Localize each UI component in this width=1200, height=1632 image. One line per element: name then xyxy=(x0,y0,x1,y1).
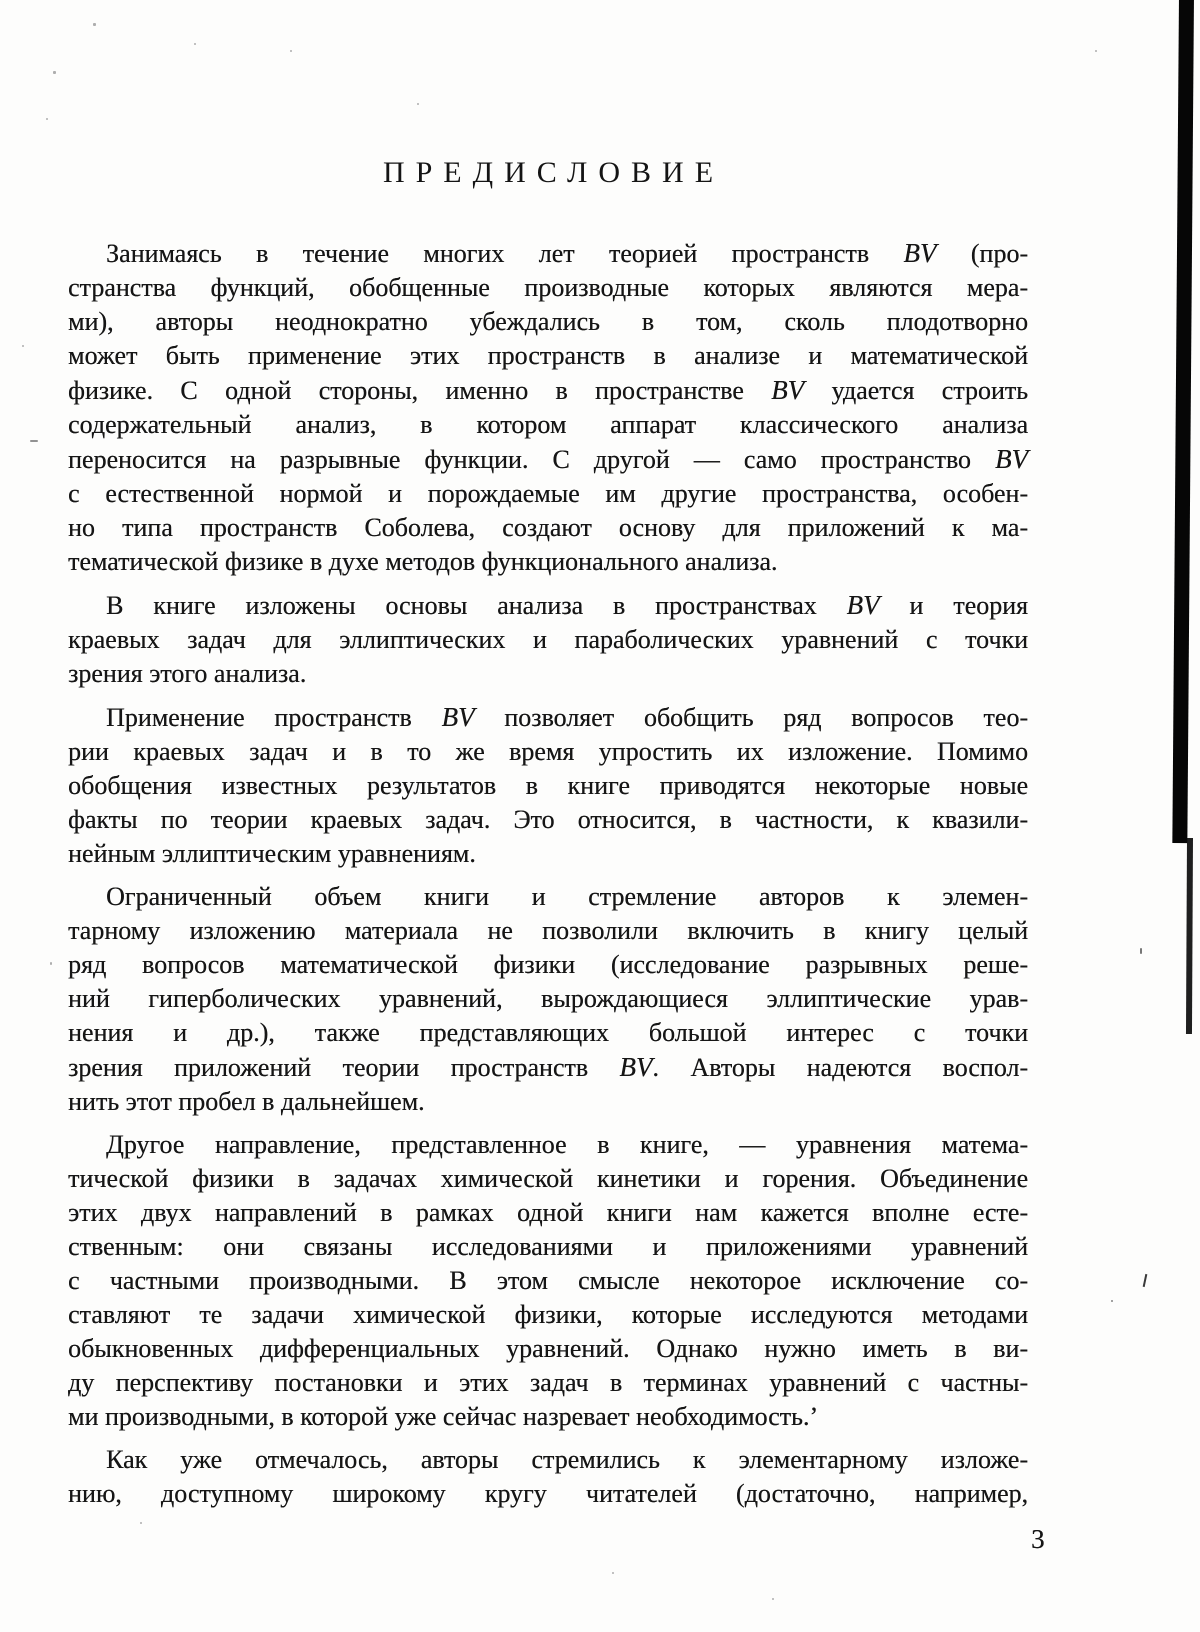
text-line xyxy=(68,442,1028,477)
text-segment: Занимаясь в течение многих лет теорией пространств xyxy=(106,239,904,268)
text-line xyxy=(68,1366,1028,1400)
text-segment: краевых задач для эллиптических и параболических уравнений с точки xyxy=(68,625,1028,654)
page-body xyxy=(68,236,1028,1511)
text-line xyxy=(68,700,1028,735)
scan-artifact-speck xyxy=(1095,50,1097,52)
italic-term: BV xyxy=(846,590,880,620)
scan-artifact-speck xyxy=(22,345,24,347)
scan-artifact-speck xyxy=(50,962,52,965)
text-line xyxy=(68,1016,1028,1050)
text-line xyxy=(68,1264,1028,1298)
text-line xyxy=(68,1332,1028,1366)
text-segment: факты по теории краевых задач. Это относится, в частности, к квазили- xyxy=(68,805,1028,834)
text-line xyxy=(68,305,1028,339)
text-segment: нения и др.), также представляющих большой интерес с точки xyxy=(68,1018,1028,1047)
text-line xyxy=(68,1128,1028,1162)
text-line xyxy=(68,982,1028,1016)
paragraph xyxy=(68,1443,1028,1511)
text-segment: тарному изложению материала не позволили включить в книгу целый xyxy=(68,916,1028,945)
text-line xyxy=(68,948,1028,982)
text-line xyxy=(68,769,1028,803)
text-line xyxy=(68,477,1028,511)
scan-artifact-speck xyxy=(53,71,56,74)
text-segment: Другое направление, представленное в книге, — уравнения матема- xyxy=(106,1130,1028,1159)
scan-artifact-speck xyxy=(46,118,48,120)
text-line xyxy=(68,588,1028,623)
text-segment: . Авторы надеются воспол- xyxy=(652,1053,1028,1082)
text-line xyxy=(68,837,1028,871)
text-line xyxy=(68,657,1028,691)
text-line xyxy=(68,1443,1028,1477)
text-segment: ду перспективу постановки и этих задач в терминах уравнений с частны- xyxy=(68,1368,1028,1397)
text-line xyxy=(68,511,1028,545)
text-line xyxy=(68,236,1028,271)
scan-artifact-speck xyxy=(1140,948,1142,954)
italic-term: BV xyxy=(903,238,937,268)
text-segment: ний гиперболических уравнений, вырождающиеся эллиптические урав- xyxy=(68,984,1028,1013)
scan-artifact-speck xyxy=(290,50,292,52)
text-line xyxy=(68,1196,1028,1230)
text-segment: зрения этого анализа. xyxy=(68,659,307,688)
scan-artifact-speck xyxy=(612,1572,614,1574)
italic-term: BV xyxy=(619,1052,653,1082)
text-segment: и теория xyxy=(879,591,1028,620)
text-segment: переносится на разрывные функции. С другой — само пространство xyxy=(68,445,995,474)
paragraph xyxy=(68,1128,1028,1434)
text-column xyxy=(68,156,1028,1511)
text-line xyxy=(68,1298,1028,1332)
text-line xyxy=(68,914,1028,948)
text-line xyxy=(68,408,1028,442)
text-segment: Как уже отмечалось, авторы стремились к элементарному изложе- xyxy=(106,1445,1028,1474)
text-segment: удается строить xyxy=(804,376,1029,405)
text-segment: физике. С одной стороны, именно в пространстве xyxy=(68,376,772,405)
text-line xyxy=(68,1477,1028,1511)
scan-artifact-speck xyxy=(194,43,196,45)
text-segment: этих двух направлений в рамках одной книги нам кажется вполне есте- xyxy=(68,1198,1028,1227)
text-segment: (про- xyxy=(936,239,1029,268)
text-line xyxy=(68,1050,1028,1085)
scan-artifact-speck xyxy=(417,103,419,105)
scan-artifact-edge-bar xyxy=(1172,0,1194,843)
text-segment: ряд вопросов математической физики (исследование разрывных реше- xyxy=(68,950,1028,979)
text-segment: ми производными, в которой уже сейчас назревает необходимость.’ xyxy=(68,1402,819,1431)
text-segment: зрения приложений теории пространств xyxy=(68,1053,620,1082)
text-segment: с естественной нормой и порождаемые им другие пространства, особен- xyxy=(68,479,1028,508)
text-segment: Применение пространств xyxy=(106,703,442,732)
scan-artifact-speck xyxy=(93,23,96,26)
text-segment: нейным эллиптическим уравнениям. xyxy=(68,839,476,868)
text-segment: тической физики в задачах химической кинетики и горения. Объединение xyxy=(68,1164,1028,1193)
italic-term: BV xyxy=(995,444,1028,474)
text-segment: Ограниченный объем книги и стремление авторов к элемен- xyxy=(106,882,1028,911)
paragraph xyxy=(68,588,1028,691)
text-line xyxy=(68,803,1028,837)
text-segment: рии краевых задач и в то же время упростить их изложение. Помимо xyxy=(68,737,1028,766)
paragraph xyxy=(68,880,1028,1119)
scan-artifact-speck xyxy=(30,440,38,442)
text-segment: странства функций, обобщенные производные которых являются мера- xyxy=(68,273,1028,302)
text-line xyxy=(68,1400,1028,1434)
text-segment: но типа пространств Соболева, создают основу для приложений к ма- xyxy=(68,513,1028,542)
text-segment: нию, доступному широкому кругу читателей (достаточно, например, xyxy=(68,1479,1028,1508)
text-segment: нить этот пробел в дальнейшем. xyxy=(68,1087,425,1116)
text-segment: позволяет обобщить ряд вопросов тео- xyxy=(474,703,1028,732)
text-segment: содержательный анализ, в котором аппарат классического анализа xyxy=(68,410,1028,439)
text-line xyxy=(68,373,1028,408)
italic-term: BV xyxy=(771,375,805,405)
scan-artifact-speck xyxy=(140,1522,142,1524)
scan-artifact-speck xyxy=(772,1598,774,1600)
text-line xyxy=(68,623,1028,657)
text-segment: обобщения известных результатов в книге приводятся некоторые новые xyxy=(68,771,1028,800)
text-segment: тематической физике в духе методов функционального анализа. xyxy=(68,547,778,576)
scan-artifact-edge-bar-tail xyxy=(1186,838,1193,1034)
text-line xyxy=(68,271,1028,305)
text-segment: ми), авторы неоднократно убеждались в том, сколь плодотворно xyxy=(68,307,1028,336)
text-segment: обыкновенных дифференциальных уравнений. Однако нужно иметь в ви- xyxy=(68,1334,1028,1363)
text-segment: ставляют те задачи химической физики, которые исследуются методами xyxy=(68,1300,1028,1329)
text-line xyxy=(68,1230,1028,1264)
page-number: 3 xyxy=(1031,1524,1045,1554)
text-segment: В книге изложены основы анализа в пространствах xyxy=(106,591,847,620)
text-segment: с частными производными. В этом смысле некоторое исключение со- xyxy=(68,1266,1028,1295)
page-title: ПРЕДИСЛОВИЕ xyxy=(382,156,725,189)
text-segment: может быть применение этих пространств в анализе и математической xyxy=(68,341,1028,370)
paragraph xyxy=(68,700,1028,871)
text-line xyxy=(68,1085,1028,1119)
scan-artifact-tick xyxy=(1143,1274,1148,1287)
italic-term: BV xyxy=(441,702,475,732)
scan-artifact-speck xyxy=(1111,1300,1113,1302)
text-line xyxy=(68,339,1028,373)
text-line xyxy=(68,880,1028,914)
text-line xyxy=(68,1162,1028,1196)
text-line xyxy=(68,735,1028,769)
text-line xyxy=(68,545,1028,579)
text-segment: ственным: они связаны исследованиями и приложениями уравнений xyxy=(68,1232,1028,1261)
paragraph xyxy=(68,236,1028,579)
